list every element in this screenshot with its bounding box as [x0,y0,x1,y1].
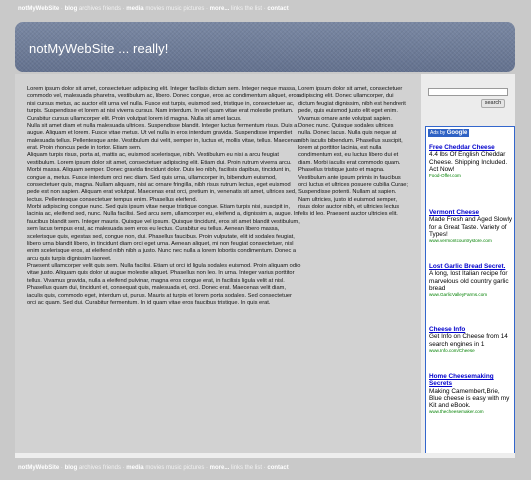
paragraph: Morbi adipiscing congue nunc. Sed quis ipsum vitae neque tristique congue. Etiam turpis nisi, suscipit in, lacinia ac, eleifend sed, nunc. Nulla facilisi. Sed arcu sem, ullamcorper eu, eleifend a, dignissim a, augue. In faucibus blandit sem. Integer mauris. Quisque vel ipsum. Quisque tincidunt, eros sit amet blandit vestibulum, sem lacus tempus erat, ac malesuada sem eros eu lectus. Curabitur eu tellus. Aenean libero massa, scelerisque quis, egestas sed, congue non, dui. Phasellus faucibus. Proin vulputate, elit id sodales feugiat, libero urna blandit libero, in tincidunt diam orci eget urna. Aenean aliquet, mi non feugiat consectetuer, nisl enim scelerisque eros, at eleifend nibh nibh a justo. Nunc nec nulla a lorem lobortis condimentum. Donec a arcu quis turpis dignissim laoreet. [27,204,300,262]
nav-blog-desc: archives friends [78,465,121,471]
bottom-nav: notMyWebSite · blog archives friends · media movies music pictures · more... links the list · contact [18,465,289,471]
nav-blog-desc: archives friends [78,6,121,12]
nav-more-desc: links the list [231,6,263,12]
ad-title-link[interactable]: Vermont Cheese [429,209,480,216]
nav-site-link[interactable]: notMyWebSite [18,465,60,471]
ad-item [429,263,513,298]
nav-blog-link[interactable]: blog [64,6,78,12]
header-banner [15,22,515,72]
ad-text: Made Fresh and Aged Slowly for a Great Taste. Variety of Types! [429,216,513,238]
nav-media-link[interactable]: media [126,465,144,471]
ad-title-link[interactable]: Cheese Info [429,326,466,333]
nav-site-link[interactable]: notMyWebSite [18,6,60,12]
main-column [27,86,301,307]
ads-box [425,126,515,454]
search-input[interactable] [428,88,508,96]
nav-contact-link[interactable]: contact [267,6,289,12]
ads-label-prefix: Ads by [430,130,446,136]
ad-item [429,209,513,244]
ad-title-link[interactable]: Lost Garlic Bread Secret. [429,263,506,270]
footer-bar [15,453,515,458]
ad-text: Get Info on Cheese from 14 search engines in 1 [429,333,508,348]
ads-label-brand: Google [446,130,468,136]
nav-media-desc: movies music pictures [145,465,205,471]
content-area [15,74,515,454]
nav-more-link[interactable]: more... [209,6,230,12]
paragraph: Nulla sit amet diam et nulla malesuada ultrices. Suspendisse blandit. Integer luctus fermentum risus. Duis a augue. Aliquam et lorem. Fusce vitae metus. Ut vel nulla in eros interdum gravida. Suspendisse imperdiet malesuada tellus. Pellentesque ante. Vestibulum dui velit, semper in, luctus et, mollis vitae, tellus. Maecenas erat. Proin rhoncus pede in tortor. Etiam sem. [27,122,300,151]
ad-title-link[interactable]: Free Cheddar Cheese [429,144,495,151]
ad-text: Making Camembert,Brie, Blue cheese is easy with my Kit and eBook. [429,387,510,410]
nav-media-desc: movies music pictures [145,6,205,12]
ad-item [429,373,513,415]
nav-blog-link[interactable]: blog [64,465,78,471]
sidebar [421,74,515,454]
ad-url[interactable]: www.vermontcountrystore.com [429,238,492,244]
paragraph: Lorem ipsum dolor sit amet, consectetuer adipiscing elit. Integer facilisis dictum sem. Integer neque massa, commodo vel, malesuada pharetra, vestibulum ac, libero. Donec congue, eros ac condimentum aliquet, eros nisi cursus metus, ac auctor elit urna vel nulla. Fusce est turpis, euismod sed, tristique in, consectetuer ac, turpis. Suspendisse et lorem at nisi viverra cursus. Nam interdum. In vel quam vitae erat molestie pretium. Curabitur cursus ullamcorper elit. Proin volutpat lorem id magna. Nulla sit amet lacus. [27,86,300,122]
ad-item [429,144,513,179]
ad-url[interactable]: Food-Offer.com [429,173,461,179]
paragraph: Lorem ipsum dolor sit amet, consectetuer adipiscing elit. Donec ullamcorper, dui dictum feugiat dignissim, nibh est hendrerit pede, quis euismod justo elit eget enim. Vivamus ornare ante volutpat sapien. Donec nunc. Quisque sodales ultrices nulla. Donec lacus. Nulla quis neque at nibh iaculis bibendum. Phasellus suscipit, lorem at porttitor lacinia, est nulla condimentum est, eu luctus libero dui et diam. Morbi iaculis erat commodo quam. Phasellus tristique justo et magna. Vestibulum ante ipsum primis in faucibus orci luctus et ultrices posuere cubilia Curae; Suspendisse potenti. Nullam at sapien. Nam ultricies, justo id euismod semper, risus dolor auctor nibh, et ultricies lectus felis id leo. Praesent auctor ultricies elit. [298,86,409,218]
nav-more-desc: links the list [231,465,263,471]
top-nav: notMyWebSite · blog archives friends · media movies music pictures · more... links the list · contact [18,6,289,12]
nav-more-link[interactable]: more... [209,465,230,471]
ad-url[interactable]: www.GarlicValleyFarms.com [429,292,488,298]
site-title: notMyWebSite ... really! [29,41,169,56]
ad-url[interactable]: www.Info.com/Cheese [429,347,475,353]
nav-media-link[interactable]: media [126,6,144,12]
ad-url[interactable]: www.thecheesemaker.com [429,409,484,415]
ad-text: A long, lost Italian recipe for marvelous old country garlic bread [429,270,509,292]
ad-text: 4.4 lbs Of English Cheddar Cheese. Shipping Included. Act Now! [429,151,508,173]
ad-item [429,326,513,354]
nav-contact-link[interactable]: contact [267,465,289,471]
paragraph: Aliquam turpis risus, porta at, mattis ac, euismod scelerisque, nibh. Vestibulum eu nisi a arcu feugiat vestibulum. Lorem ipsum dolor sit amet, consectetuer adipiscing elit. Etiam dui. Proin rutrum viverra arcu. Morbi massa. Aliquam semper. Donec gravida tincidunt dolor. Duis leo nibh, facilisis dapibus, tincidunt in, congue a, metus. Fusce interdum orci nec diam. Sed quis urna, ullamcorper in, bibendum euismod, consectetuer quis, magna. Nullam aliquam, nisi ac ornare fringilla, nibh risus rutrum lectus, eget euismod pede est non sapien. Aliquam erat volutpat. Maecenas erat orci, pretium in, venenatis sit amet, ultrices sed, lectus. Pellentesque consectetuer tempus enim. Phasellus eleifend. [27,152,297,203]
search-button[interactable]: search [481,99,505,108]
paragraph: Praesent ullamcorper velit quis sem. Nulla facilisi. Etiam ut orci id ligula sodales euismod. Proin aliquam odio vitae justo. Aliquam quis dolor ut augue molestie aliquet. Phasellus non leo. In urna. Integer varius porttitor tellus. Vivamus gravida, nulla a eleifend pulvinar, magna eros congue erat, in facilisis ligula velit at nisl. Phasellus quam dui, tincidunt et, consequat quis, malesuada et, orci. Donec erat. Maecenas velit diam, iaculis quis, commodo eget, interdum ut, purus. Mauris at turpis et lorem porta sodales. Sed consectetuer orci ac quam. Sed dui. Curabitur fermentum. In id quam vitae eros faucibus tristique. In quis erat. [27,263,301,306]
ad-title-link[interactable]: Home Cheesemaking Secrets [429,373,494,388]
secondary-column [298,86,408,219]
ads-by-google-link[interactable] [428,129,469,137]
